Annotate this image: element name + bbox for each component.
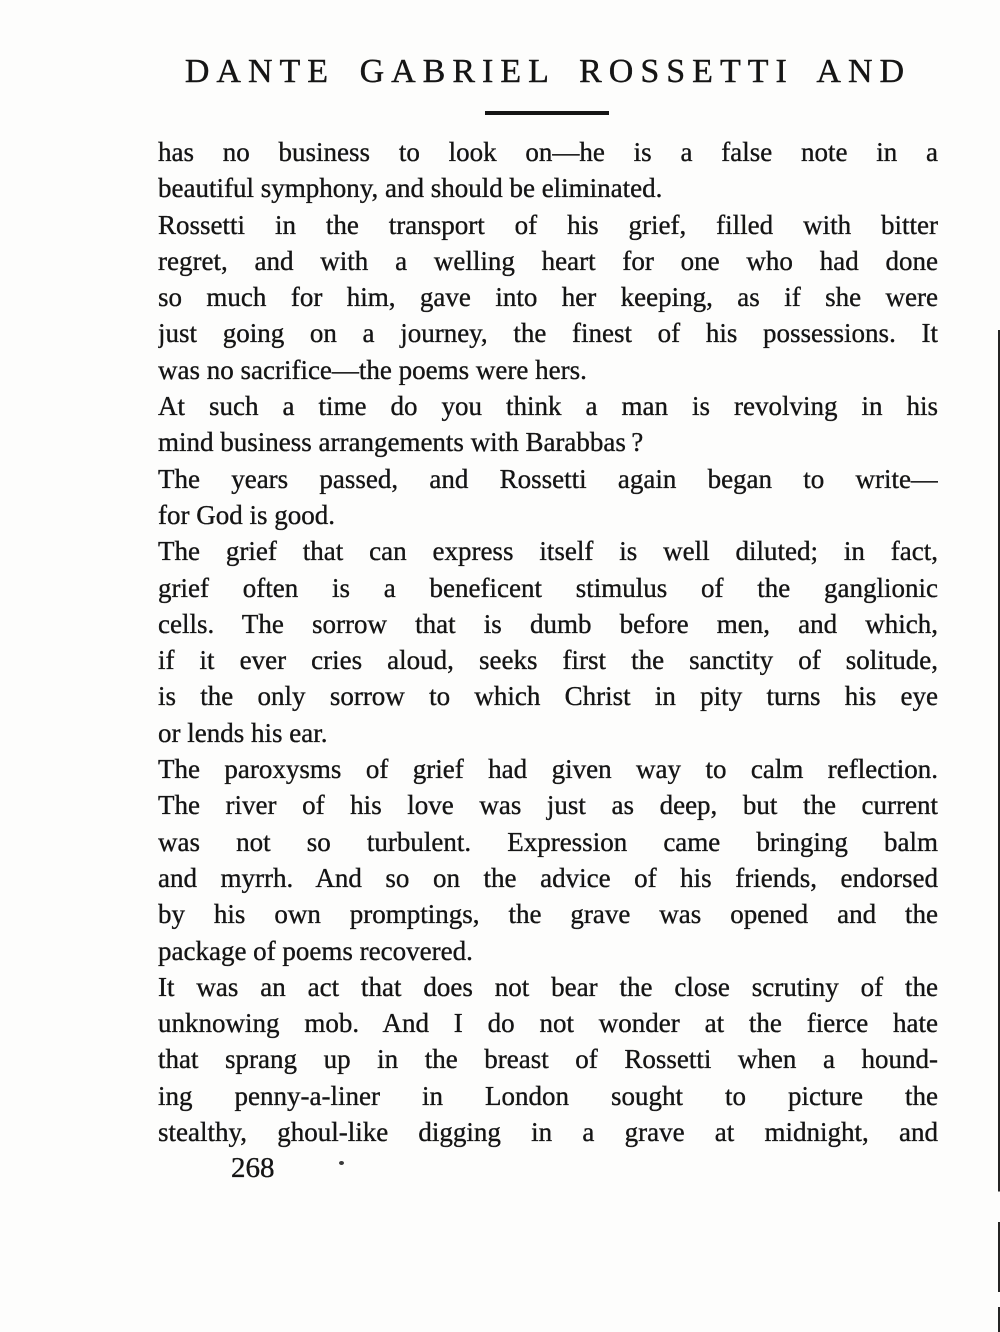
text-line: and myrrh. And so on the advice of his friends, endorsed — [158, 862, 938, 893]
text-line: Rossetti in the transport of his grief, filled with bitter — [158, 209, 938, 240]
text-line: The years passed, and Rossetti again began to write— — [158, 463, 938, 494]
paragraph — [158, 461, 938, 534]
body-text — [158, 134, 938, 1150]
text-line: The paroxysms of grief had given way to calm reflection. — [158, 754, 938, 785]
text-line: The grief that can express itself is well diluted; in fact, — [158, 536, 938, 567]
text-line: stealthy, ghoul-like digging in a grave at midnight, and — [158, 1117, 938, 1148]
text-line: cells. The sorrow that is dumb before men, and which, — [158, 608, 938, 639]
text-line: mind business arrangements with Barabbas ? — [158, 427, 644, 458]
text-line: ing penny-a-liner in London sought to picture the — [158, 1080, 938, 1111]
text-line: It was an act that does not bear the close scrutiny of the — [158, 971, 938, 1002]
text-line: or lends his ear. — [158, 717, 328, 748]
text-line: has no business to look on—he is a false note in a — [158, 137, 938, 167]
text-line: grief often is a beneficent stimulus of the ganglionic — [158, 572, 938, 603]
paragraph — [158, 533, 938, 751]
text-line: was no sacrifice—the poems were hers. — [158, 354, 587, 385]
scan-artifact-dot — [339, 1161, 344, 1165]
text-line: was not so turbulent. Expression came bringing balm — [158, 826, 938, 857]
text-line: unknowing mob. And I do not wonder at the fierce hate — [158, 1008, 938, 1039]
text-line: package of poems recovered. — [158, 935, 473, 966]
text-line: that sprang up in the breast of Rossetti when a hound- — [158, 1044, 938, 1075]
text-line: for God is good. — [158, 499, 335, 530]
text-line: is the only sorrow to which Christ in pity turns his eye — [158, 681, 938, 712]
text-line: by his own promptings, the grave was opened and the — [158, 899, 938, 930]
text-line: beautiful symphony, and should be eliminated. — [158, 173, 663, 204]
header-rule — [485, 111, 609, 115]
text-line: The river of his love was just as deep, but the current — [158, 790, 938, 821]
paragraph — [158, 751, 938, 969]
paragraph — [158, 388, 938, 461]
text-line: if it ever cries aloud, seeks first the sanctity of solitude, — [158, 645, 938, 676]
paragraph — [158, 969, 938, 1150]
text-line: regret, and with a welling heart for one who had done — [158, 245, 938, 276]
page-number: 268 — [231, 1152, 275, 1184]
text-line: At such a time do you think a man is revolving in his — [158, 391, 938, 422]
text-line: just going on a journey, the finest of his possessions. It — [158, 318, 938, 349]
paragraph — [158, 207, 938, 388]
paragraph — [158, 134, 938, 207]
text-line: so much for him, gave into her keeping, as if she were — [158, 282, 938, 313]
running-header: DANTE GABRIEL ROSSETTI AND — [184, 53, 912, 90]
